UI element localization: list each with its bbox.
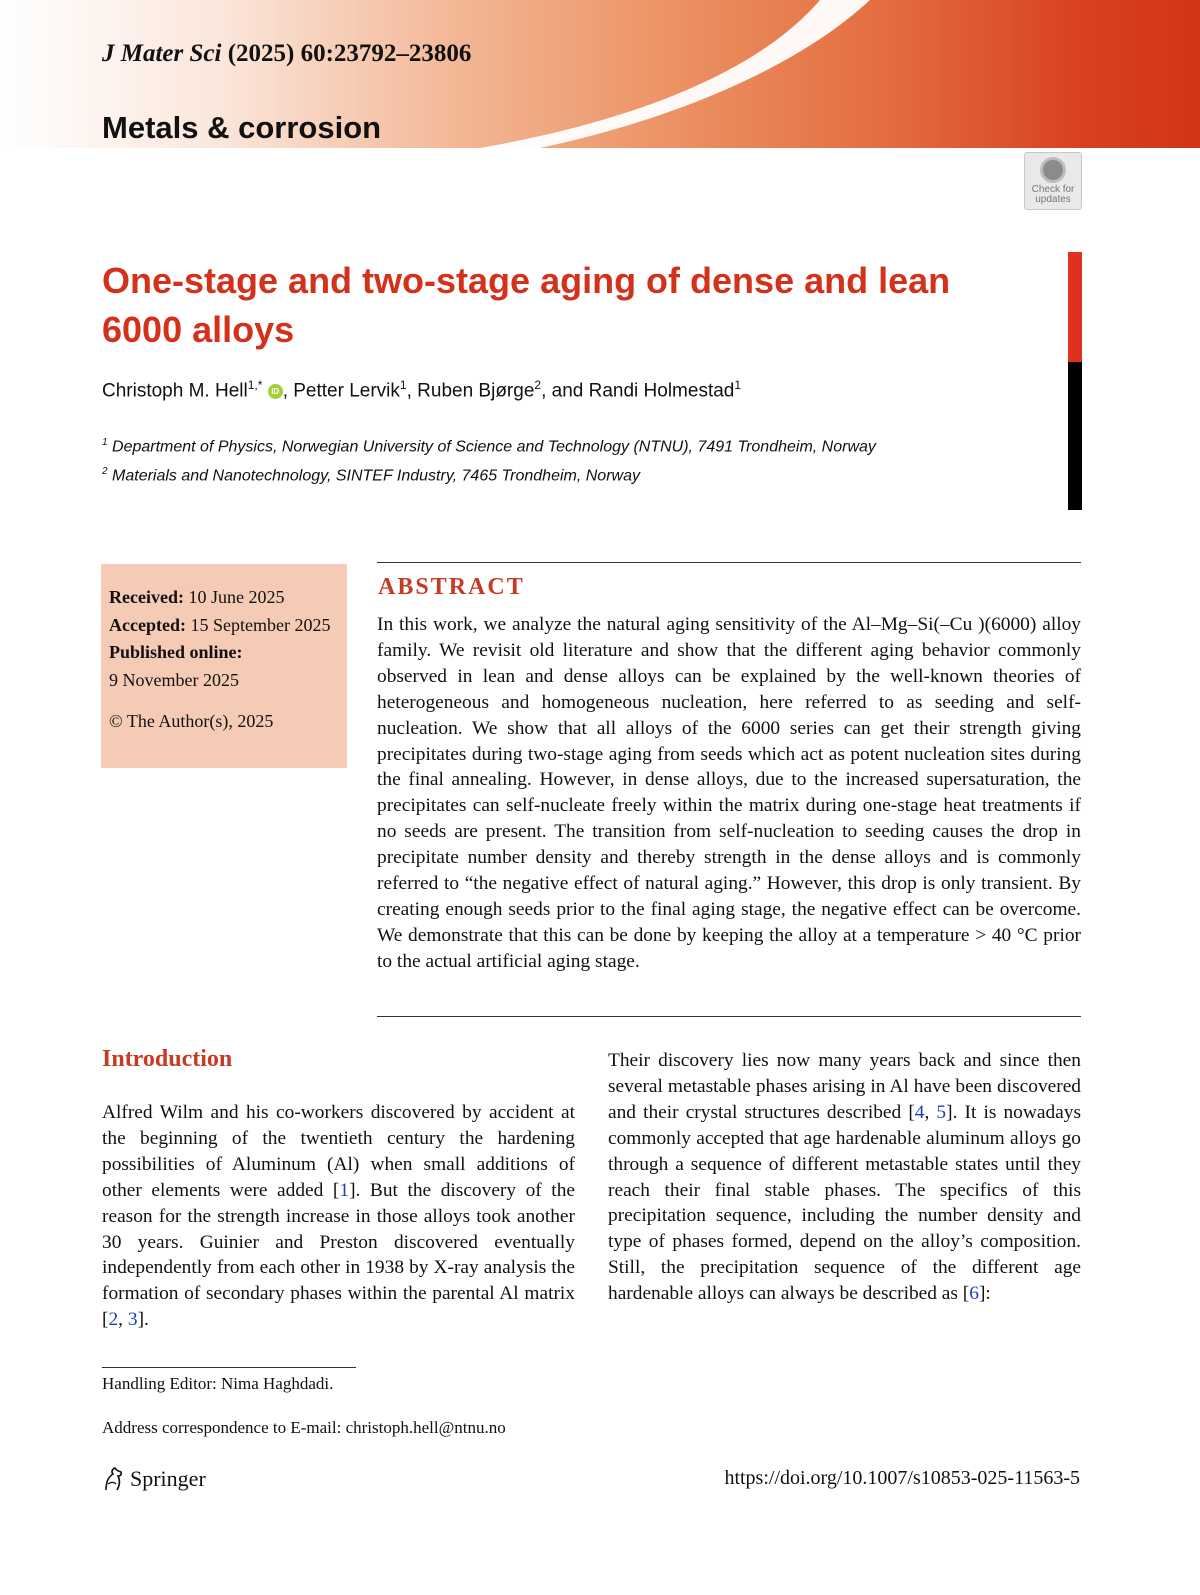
author-list — [102, 378, 1022, 402]
body-text: ]. But the discovery of the reason for the strength increase in those alloys took another 30 years. Guinier and Preston discovered eventually independently from each other in 1938 by X-ray analysis the formation of secondary phases within the parental Al matrix [ — [102, 1179, 575, 1331]
affiliations — [102, 430, 1062, 489]
accepted-date — [109, 612, 347, 640]
check-updates-line-1: Check for — [1031, 184, 1075, 195]
published-label-row — [109, 639, 347, 667]
journal-reference — [102, 40, 471, 68]
publisher-name: Springer — [130, 1466, 206, 1491]
body-text: , — [924, 1101, 937, 1123]
author-affiliation-mark: 2 — [534, 378, 542, 392]
journal-issue: (2025) 60:23792–23806 — [227, 40, 472, 67]
received-date — [109, 584, 347, 612]
abstract-text: In this work, we analyze the natural aging sensitivity of the Al–Mg–Si(–Cu )(6000) alloy family. We revisit old literature and show that the different aging behavior commonly observed in lean and dense alloys can be explained by the well-known theories of heterogeneous and homogeneous nucleation, here referred to as seeding and self-nucleation. We show that all alloys of the 6000 series can get their strength giving precipitates during two-stage aging from seeds which act as potent nucleation sites during the final annealing. However, in dense alloys, due to the increased supersaturation, the precipitates can self-nucleate freely within the matrix during one-stage heat treatments if no seeds are present. The transition from self-nucleation to seeding causes the drop in precipitate number density and thereby strength in the dense alloys and is commonly referred to “the negative effect of natural aging.” However, this drop is only transient. By creating enough seeds prior to the final aging stage, the negative effect can be overcome. We demonstrate that this can be done by keeping the alloy at a temperature > 40 °C prior to the actual artificial aging stage. — [377, 614, 1081, 972]
body-text: ]. It is nowadays commonly accepted that age hardenable aluminum alloys go through a sequence of different metastable states until they reach their final stable phases. The specifics of this precipitation sequence, including the number density and type of phases formed, depend on the alloy’s composition. Still, the precipitation sequence of the different age hardenable alloys can always be described as [ — [608, 1101, 1082, 1305]
publisher-logo — [102, 1464, 206, 1494]
affiliation-number: 1 — [102, 437, 108, 448]
doi-link[interactable]: https://doi.org/10.1007/s10853-025-11563-5 — [724, 1467, 1080, 1489]
body-text: Alfred Wilm and his co-workers discovered by accident at the beginning of the twentieth century the hardening possibilities of Aluminum (Al) when small additions of other elements were added [ — [102, 1102, 575, 1201]
crossmark-icon — [1040, 157, 1066, 183]
author-affiliation-mark: 1,* — [247, 378, 263, 392]
author-affiliation-mark: 1 — [734, 378, 742, 392]
affiliation-item — [102, 430, 1062, 459]
received-label: Received: — [109, 587, 184, 607]
copyright-notice: © The Author(s), 2025 — [109, 711, 274, 731]
affiliation-text: Materials and Nanotechnology, SINTEF Industry, 7465 Trondheim, Norway — [112, 467, 640, 485]
section-label: Metals & corrosion — [102, 110, 382, 145]
citation-link[interactable]: 2 — [108, 1309, 119, 1331]
body-text: ]. — [137, 1309, 149, 1331]
check-for-updates-badge[interactable] — [1024, 152, 1082, 210]
springer-horse-icon — [102, 1466, 126, 1492]
abstract-top-rule — [377, 562, 1081, 563]
introduction-left-column — [102, 1100, 575, 1333]
abstract-bottom-rule — [377, 1016, 1081, 1017]
article-dates-box — [101, 564, 347, 768]
affiliation-text: Department of Physics, Norwegian University of Science and Technology (NTNU), 7491 Trondheim, Norway — [112, 438, 876, 456]
orcid-icon[interactable]: iD — [268, 384, 283, 399]
published-label: Published online: — [109, 642, 243, 662]
citation-link[interactable]: 4 — [914, 1101, 925, 1123]
author-separator: , and — [541, 380, 589, 402]
footnote-rule — [102, 1367, 356, 1368]
received-value: 10 June 2025 — [188, 587, 285, 607]
citation-link[interactable]: 5 — [936, 1101, 947, 1123]
citation-link[interactable]: 3 — [127, 1309, 138, 1331]
author-name[interactable]: Petter Lervik — [293, 380, 400, 402]
affiliation-number: 2 — [102, 466, 108, 478]
abstract-heading: ABSTRACT — [378, 574, 525, 600]
author-separator: , — [282, 380, 294, 402]
side-accent-black — [1068, 362, 1082, 510]
accepted-value: 15 September 2025 — [190, 614, 331, 635]
citation-link[interactable]: 1 — [339, 1179, 350, 1201]
accepted-label: Accepted: — [109, 614, 186, 635]
author-separator: , — [406, 380, 418, 402]
author-affiliation-mark: 1 — [399, 378, 407, 392]
citation-link[interactable]: 6 — [969, 1283, 979, 1305]
published-value: 9 November 2025 — [109, 669, 239, 690]
body-text: ]: — [978, 1283, 991, 1305]
journal-name: J Mater Sci — [102, 40, 222, 67]
side-accent-red — [1068, 252, 1082, 362]
affiliation-item — [102, 459, 1062, 488]
body-text: , — [118, 1309, 128, 1331]
handling-editor-note: Handling Editor: Nima Haghdadi. — [102, 1374, 334, 1393]
introduction-heading: Introduction — [102, 1046, 233, 1072]
author-name[interactable]: Christoph M. Hell — [102, 380, 248, 402]
correspondence-address: Address correspondence to E-mail: christoph.hell@ntnu.no — [102, 1418, 506, 1437]
introduction-right-column — [608, 1048, 1081, 1307]
body-text: Their discovery lies now many years back and since then several metastable phases arising in Al have been discovered and their crystal structures described [ — [608, 1050, 1081, 1123]
check-updates-line-2: updates — [1035, 194, 1071, 205]
paper-title: One-stage and two-stage aging of dense and lean 6000 alloys — [102, 260, 951, 350]
author-name[interactable]: Randi Holmestad — [588, 380, 735, 402]
author-name[interactable]: Ruben Bjørge — [417, 380, 535, 402]
